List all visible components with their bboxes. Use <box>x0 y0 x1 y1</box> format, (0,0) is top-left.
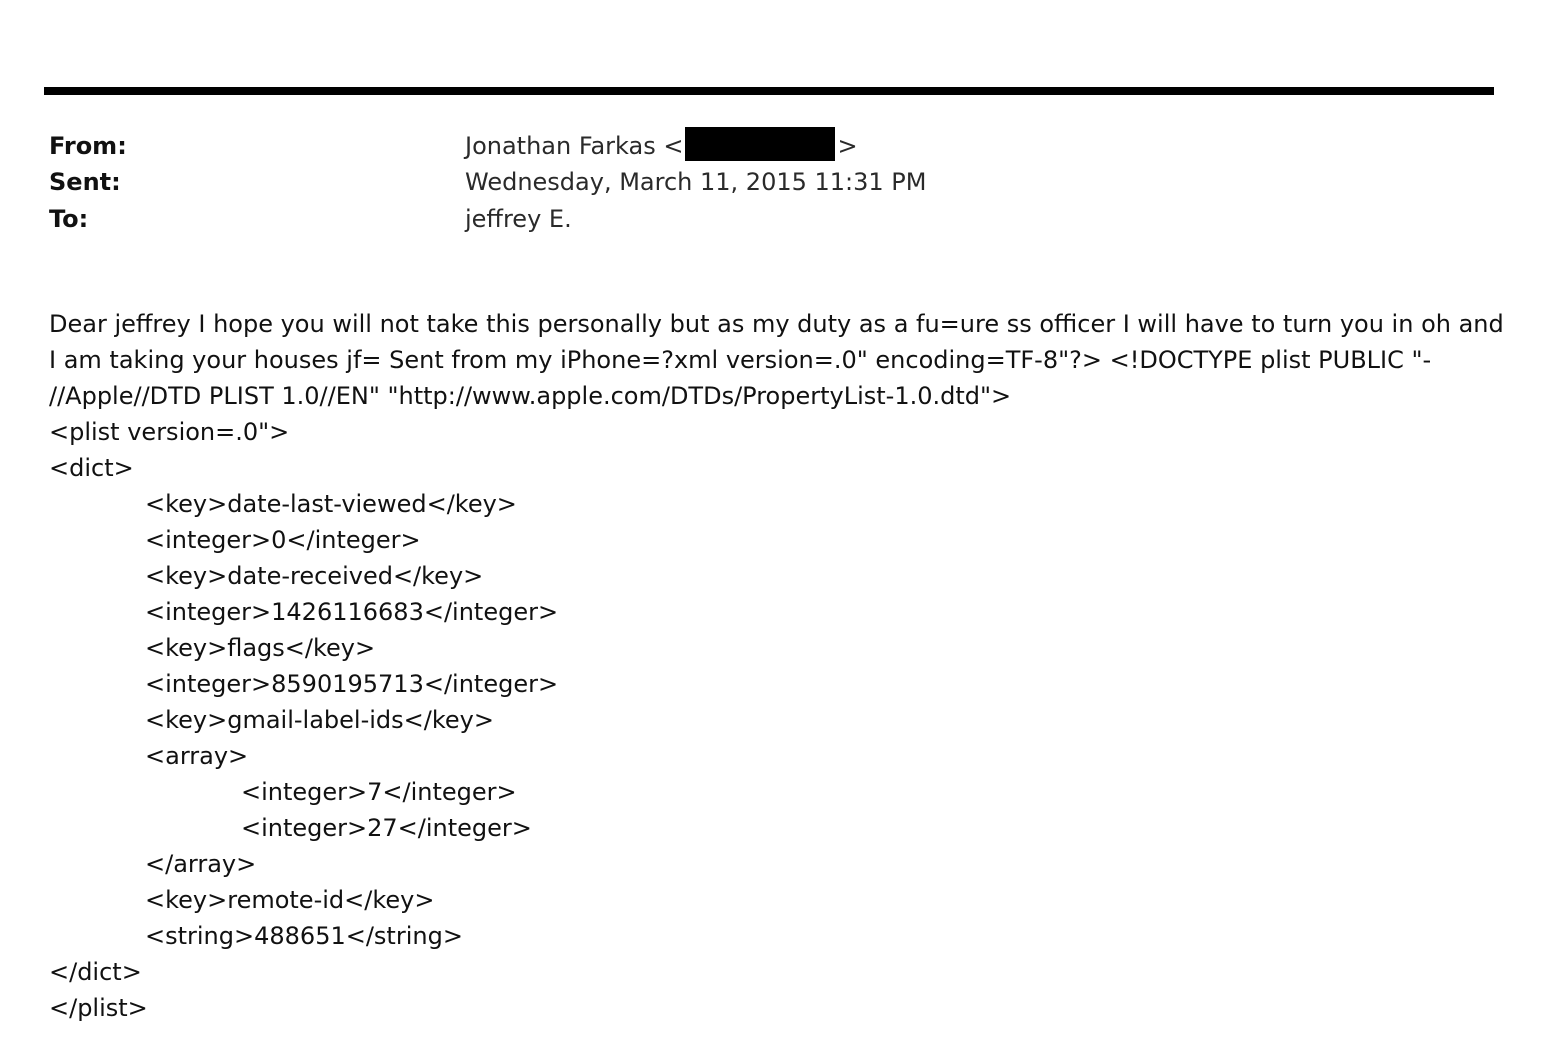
plist-line: </plist> <box>49 994 148 1022</box>
plist-line: <integer>27</integer> <box>241 814 532 842</box>
plist-line: </dict> <box>49 958 142 986</box>
to-label: To: <box>49 205 89 233</box>
sent-row <box>49 164 1489 201</box>
plist-line: </array> <box>145 850 257 878</box>
plist-block <box>49 414 1489 1026</box>
sent-label: Sent: <box>49 168 121 196</box>
plist-line: <integer>0</integer> <box>145 526 421 554</box>
from-row <box>49 127 1489 164</box>
plist-line: <key>date-received</key> <box>145 562 484 590</box>
plist-line: <key>flags</key> <box>145 634 376 662</box>
to-row <box>49 201 1489 238</box>
plist-line: <array> <box>145 742 249 770</box>
plist-line: <string>488651</string> <box>145 922 463 950</box>
plist-line: <key>date-last-viewed</key> <box>145 490 517 518</box>
to-value: jeffrey E. <box>465 205 572 233</box>
plist-line: <plist version=.0"> <box>49 418 290 446</box>
plist-line: <key>gmail-label-ids</key> <box>145 706 494 734</box>
redaction-block <box>685 127 835 161</box>
email-body <box>49 306 1504 1026</box>
sent-value: Wednesday, March 11, 2015 11:31 PM <box>465 168 927 196</box>
from-label: From: <box>49 132 127 160</box>
plist-line: <integer>7</integer> <box>241 778 517 806</box>
message-line: Dear jeffrey I hope you will not take this personally but as my duty as a fu=ure ss officer I will have to turn you in oh and <box>49 310 1504 338</box>
plist-line: <integer>8590195713</integer> <box>145 670 559 698</box>
sender-name: Jonathan Farkas < <box>465 132 684 160</box>
message-paragraph <box>49 306 1504 414</box>
plist-line: <integer>1426116683</integer> <box>145 598 559 626</box>
plist-line: <dict> <box>49 454 134 482</box>
message-line: //Apple//DTD PLIST 1.0//EN" "http://www.apple.com/DTDs/PropertyList-1.0.dtd"> <box>49 382 1012 410</box>
plist-line: <key>remote-id</key> <box>145 886 435 914</box>
top-divider <box>44 87 1494 95</box>
email-header <box>49 127 1489 238</box>
from-value <box>465 127 858 165</box>
sender-address-close: > <box>837 132 858 160</box>
message-line: I am taking your houses jf= Sent from my iPhone=?xml version=.0" encoding=TF-8"?> <!DOCTYPE plist PUBLIC "- <box>49 346 1432 374</box>
